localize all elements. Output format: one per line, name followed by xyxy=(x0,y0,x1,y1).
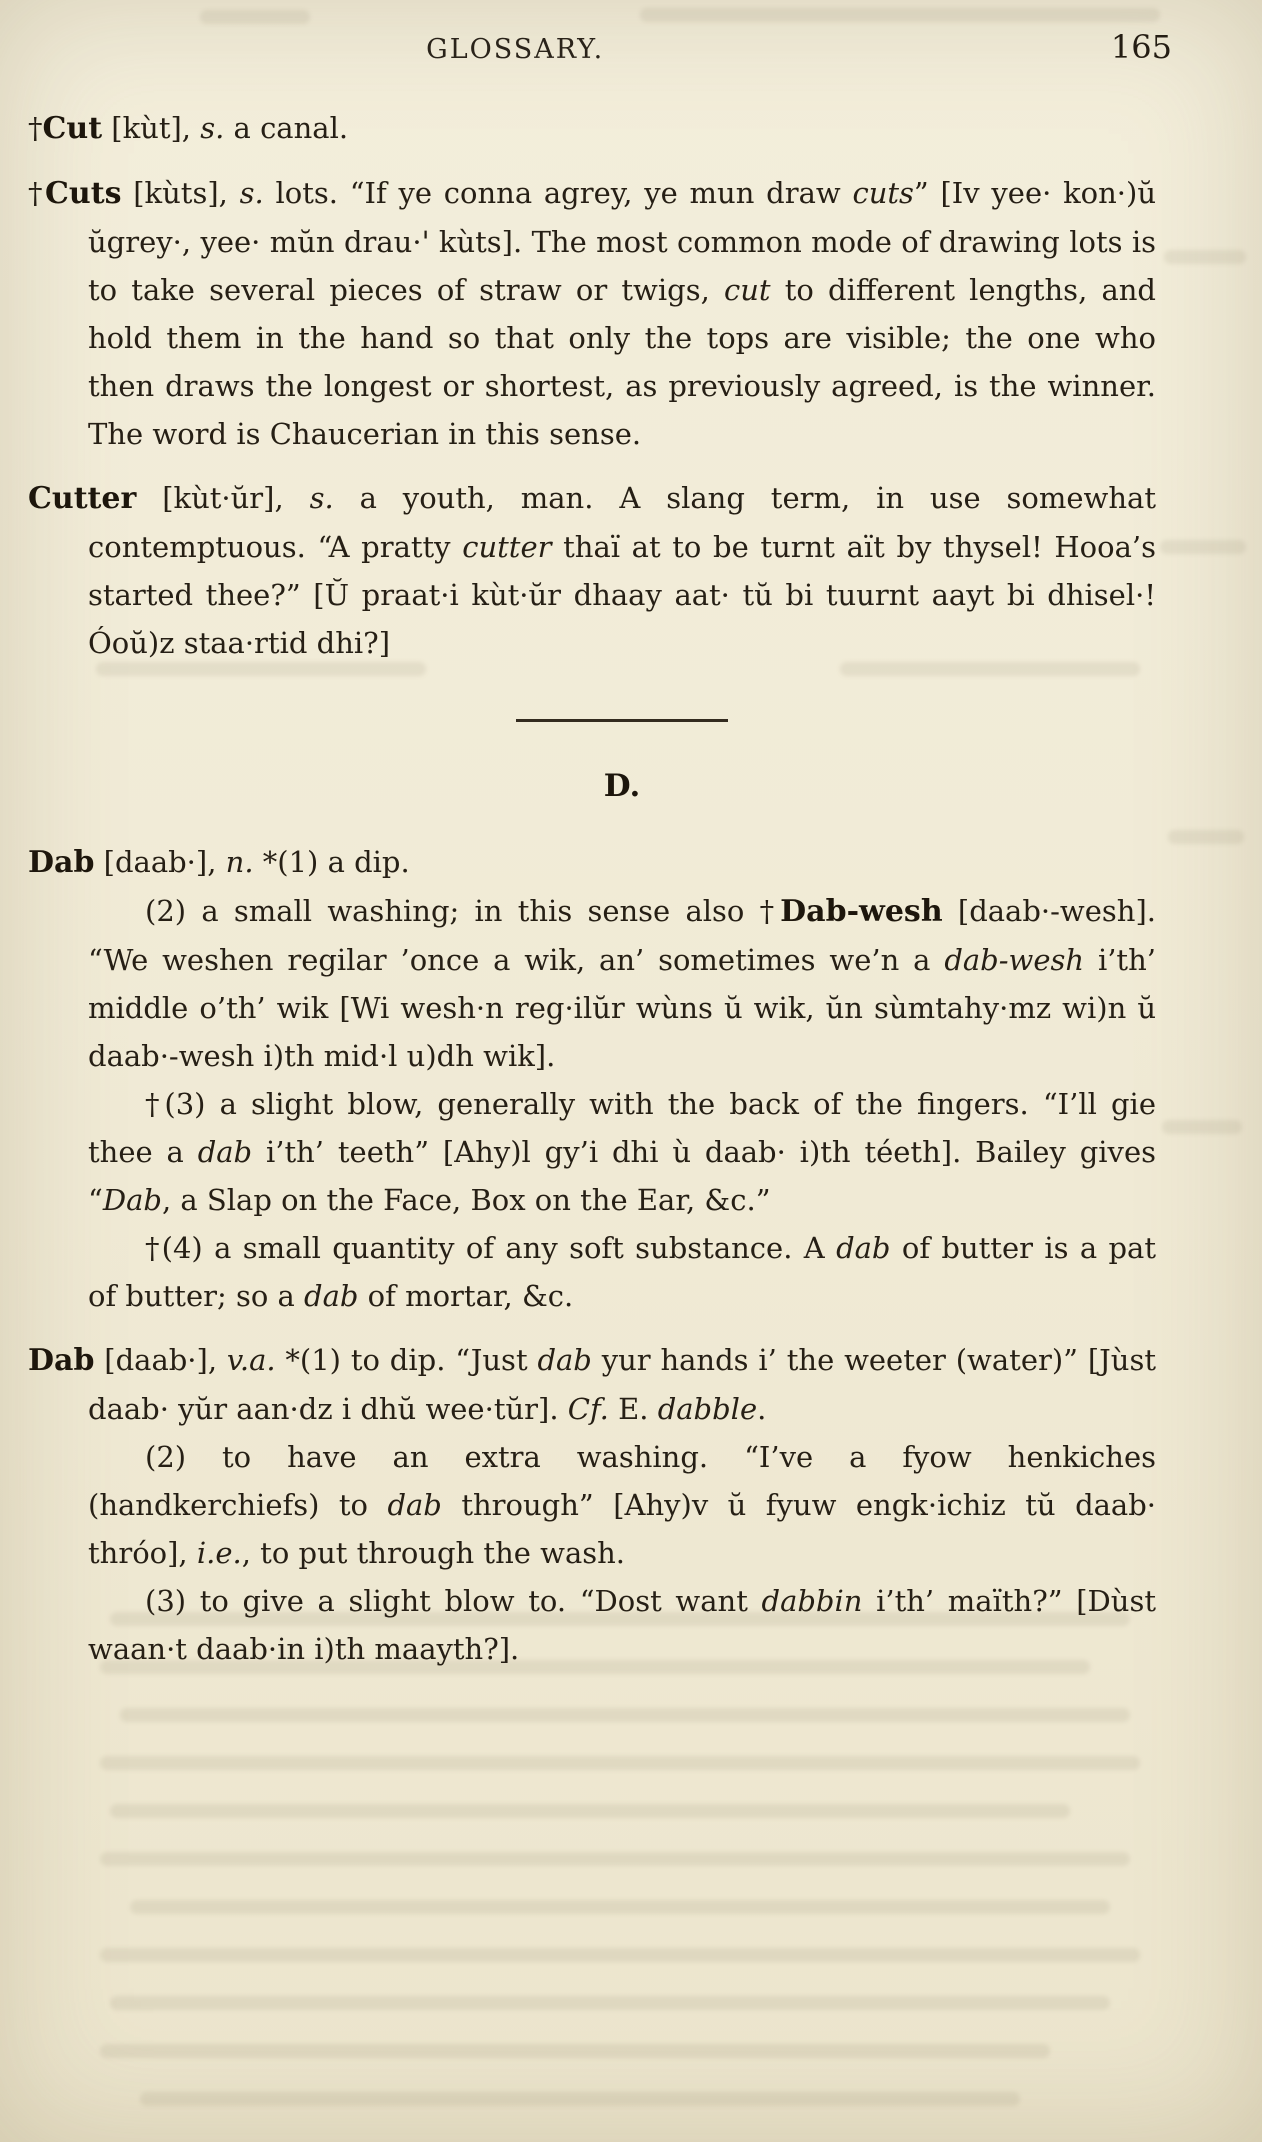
italic-text: s. xyxy=(309,481,334,515)
italic-text: dabbin xyxy=(761,1584,863,1618)
text-run: yur hands i’ the weeter (water)” [Jùst daab· yŭr aan·dz i dhŭ wee·tŭr]. xyxy=(88,1343,1156,1426)
bleed-through-mark xyxy=(200,10,310,24)
entry-paragraph xyxy=(28,838,1156,887)
italic-text: dab xyxy=(537,1343,592,1377)
entry-paragraph xyxy=(88,887,1156,1080)
text-run: lots. “If ye conna agrey, ye mun draw xyxy=(263,176,853,210)
text-run: ” [Iv yee· kon·)ŭ ŭgrey·, yee· mŭn drau·' kùts]. The most common mode of drawing lots is to take several pieces of straw or twigs, xyxy=(88,176,1156,307)
text-run: E. xyxy=(608,1392,658,1426)
bleed-through-mark xyxy=(100,1852,1130,1866)
text-run: [kùt], xyxy=(102,111,201,145)
bleed-through-mark xyxy=(120,1708,1130,1722)
bleed-through-mark xyxy=(1160,540,1246,554)
headword: Cuts xyxy=(45,176,122,211)
italic-text: cutter xyxy=(462,530,552,564)
text-run: [kùts], xyxy=(121,176,240,210)
italic-text: Cf. xyxy=(567,1392,609,1426)
headword: Cut xyxy=(42,111,103,146)
italic-text: dab-wesh xyxy=(944,943,1085,977)
text-run: (2) a small washing; in this sense also xyxy=(145,894,760,928)
text-run: to different lengths, and hold them in the hand so that only the tops are visible; the one who then draws the longest or shortest, as previously agreed, is the winner. The word is Chaucerian in this sense. xyxy=(88,273,1156,451)
text-run: i’th’ middle o’th’ wik [Wi wesh·n reg·ilŭr wùns ŭ wik, ŭn sùmtahy·mz wi)n ŭ daab·-wesh i)th mid·l u)dh wik]. xyxy=(88,943,1156,1073)
entry-paragraph xyxy=(28,104,1156,153)
bleed-through-mark xyxy=(100,1948,1140,1962)
running-header xyxy=(88,26,1172,80)
text-run: (2) to have an extra washing. “I’ve a fyow henkiches (handkerchiefs) to xyxy=(88,1440,1156,1522)
text-run: *(1) to dip. “Just xyxy=(275,1343,538,1377)
bleed-through-mark xyxy=(140,2092,1020,2106)
italic-text: dab xyxy=(836,1231,891,1265)
section-divider xyxy=(516,719,728,722)
bleed-through-mark xyxy=(110,1804,1070,1818)
text-run: † xyxy=(759,894,781,928)
text-run: † xyxy=(28,176,46,210)
text-run: through” [Ahy)v ŭ fyuw engk·ichiz tŭ daab· thróo], xyxy=(88,1488,1156,1570)
entry-paragraph xyxy=(28,474,1156,667)
glossary-entry xyxy=(28,474,1156,667)
glossary-entry xyxy=(28,169,1156,458)
text-run: †(3) a slight blow, generally with the back of the fingers. “I’ll gie thee a xyxy=(88,1087,1156,1169)
bleed-through-mark xyxy=(640,8,1160,22)
italic-text: dabble xyxy=(657,1392,758,1426)
text-run: (3) to give a slight blow to. “Dost want xyxy=(145,1584,762,1618)
bleed-through-mark xyxy=(1164,250,1246,264)
text-run: i’th’ maïth?” [Dùst waan·t daab·in i)th maayth?]. xyxy=(88,1584,1156,1666)
text-run: *(1) a dip. xyxy=(253,845,410,879)
text-run: [daab·-wesh]. “We weshen regilar ’once a wik, an’ sometimes we’n a xyxy=(88,894,1156,977)
italic-text: i.e. xyxy=(196,1536,242,1570)
entry-paragraph xyxy=(88,1433,1156,1577)
text-run: †(4) a small quantity of any soft substance. A xyxy=(145,1231,837,1265)
text-run: of butter is a pat of butter; so a xyxy=(88,1231,1156,1313)
italic-text: dab xyxy=(304,1279,359,1313)
headword: Dab-wesh xyxy=(780,894,943,929)
running-header-title: GLOSSARY. xyxy=(426,34,605,65)
italic-text: n. xyxy=(225,845,254,879)
section-heading: D. xyxy=(603,768,641,804)
page-content xyxy=(28,104,1156,1673)
text-run: † xyxy=(28,111,43,145)
bleed-through-mark xyxy=(110,1996,1110,2010)
page-number: 165 xyxy=(1110,28,1172,66)
italic-text: Dab xyxy=(102,1183,162,1217)
text-run: of mortar, &c. xyxy=(358,1279,574,1313)
bleed-through-mark xyxy=(100,1756,1140,1770)
headword: Dab xyxy=(28,1343,95,1378)
text-run: [kùt·ŭr], xyxy=(136,481,310,515)
text-run: [daab·], xyxy=(94,1343,227,1377)
entry-paragraph xyxy=(28,169,1156,458)
text-run: [daab·], xyxy=(94,845,226,879)
italic-text: cut xyxy=(723,273,771,307)
glossary-entry xyxy=(28,838,1156,1320)
italic-text: dab xyxy=(387,1488,442,1522)
entry-paragraph xyxy=(28,1336,1156,1433)
italic-text: dab xyxy=(197,1135,253,1169)
entry-paragraph xyxy=(88,1080,1156,1224)
italic-text: v.a. xyxy=(226,1343,276,1377)
headword: Dab xyxy=(28,845,95,880)
glossary-entry xyxy=(28,104,1156,153)
text-run: , a Slap on the Face, Box on the Ear, &c.” xyxy=(161,1183,771,1217)
italic-text: s. xyxy=(239,176,264,210)
entry-paragraph xyxy=(88,1577,1156,1673)
entry-paragraph xyxy=(88,1224,1156,1320)
text-run: a canal. xyxy=(224,111,349,145)
italic-text: s. xyxy=(200,111,225,145)
text-run: i’th’ teeth” [Ahy)l gy’i dhi ù daab· i)th téeth]. Bailey gives “ xyxy=(88,1135,1156,1217)
text-run: thaï at to be turnt aït by thysel! Hooa’s started thee?” [Ŭ praat·i kùt·ŭr dhaay aat· tŭ bi tuurnt aayt bi dhisel·! Óoŭ)z staa·rtid dhi?] xyxy=(88,530,1156,660)
bleed-through-mark xyxy=(1162,1120,1242,1134)
headword: Cutter xyxy=(28,481,137,516)
text-run: , to put through the wash. xyxy=(241,1536,626,1570)
text-run: . xyxy=(757,1392,767,1426)
bleed-through-mark xyxy=(1168,830,1244,844)
glossary-entry xyxy=(28,1336,1156,1673)
italic-text: cuts xyxy=(852,176,914,210)
text-run: a youth, man. A slang term, in use somewhat contemptuous. “A pratty xyxy=(88,481,1156,564)
bleed-through-mark xyxy=(130,1900,1110,1914)
bleed-through-mark xyxy=(100,2044,1050,2058)
